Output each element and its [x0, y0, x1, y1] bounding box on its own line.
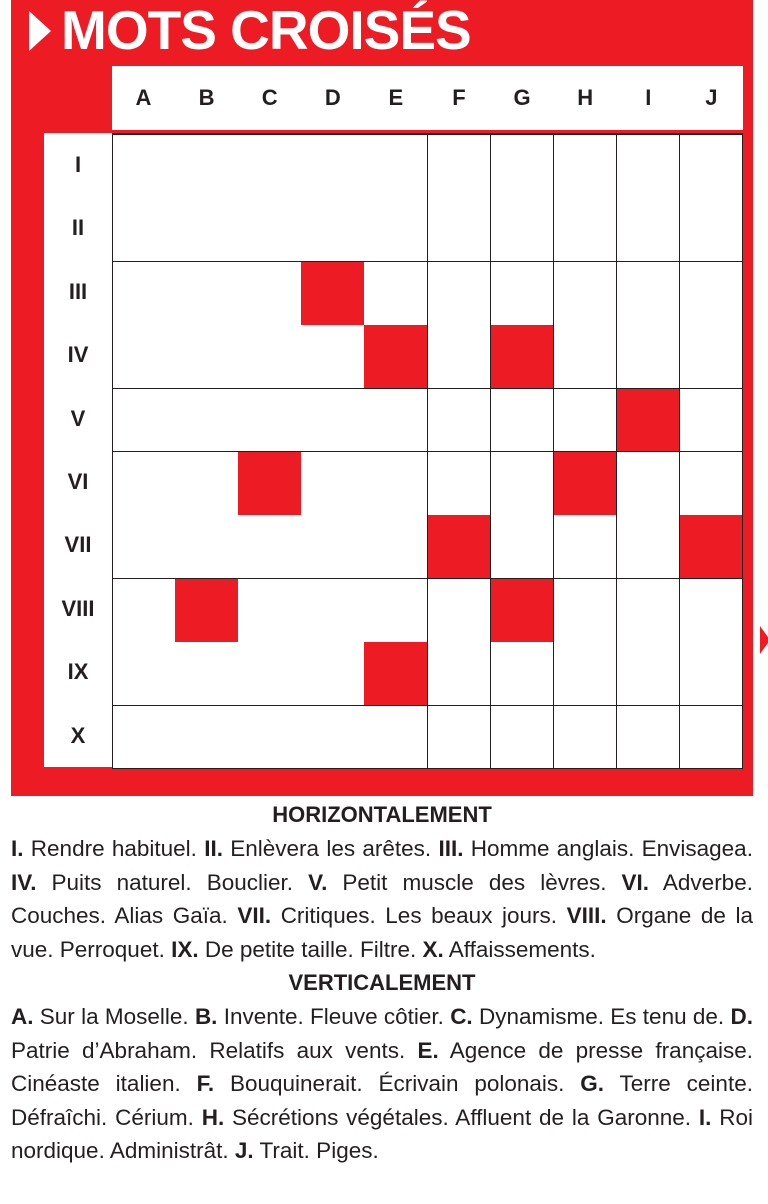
grid-cell[interactable] — [364, 515, 428, 579]
grid-cell[interactable] — [554, 389, 618, 453]
row-label: VIII — [61, 595, 95, 621]
grid-cell-black — [491, 325, 555, 389]
grid-cell[interactable] — [112, 262, 176, 326]
grid-cell[interactable] — [428, 198, 492, 262]
grid-cell[interactable] — [175, 262, 239, 326]
grid-cell-black — [364, 325, 428, 389]
grid-cell[interactable] — [554, 325, 618, 389]
grid-cell[interactable] — [617, 706, 681, 770]
clue-text: Enlèvera les arêtes. — [230, 836, 432, 861]
grid-cell[interactable] — [238, 642, 302, 706]
row-label: VI — [67, 469, 89, 494]
clue-number: VI. — [621, 869, 650, 895]
grid-cell[interactable] — [112, 198, 176, 262]
column-header — [112, 66, 743, 130]
grid-cell[interactable] — [301, 325, 365, 389]
grid-cell[interactable] — [680, 325, 744, 389]
column-label: E — [388, 85, 404, 110]
grid-cell[interactable] — [238, 135, 302, 199]
column-label: H — [577, 85, 594, 110]
grid-cell[interactable] — [175, 515, 239, 579]
grid-cell[interactable] — [112, 135, 176, 199]
grid-cell[interactable] — [491, 389, 555, 453]
grid-cell[interactable] — [364, 706, 428, 770]
grid-cell[interactable] — [428, 642, 492, 706]
grid-cell[interactable] — [680, 389, 744, 453]
grid-cell[interactable] — [175, 389, 239, 453]
clues-section — [11, 798, 753, 1168]
grid-cell[interactable] — [554, 198, 618, 262]
play-arrow-icon — [29, 11, 51, 51]
clue-number: J. — [234, 1138, 254, 1163]
grid-cell[interactable] — [175, 642, 239, 706]
clue-number: F. — [196, 1071, 215, 1096]
column-label: G — [513, 85, 531, 110]
grid-cell[interactable] — [680, 198, 744, 262]
grid-cell[interactable] — [112, 325, 176, 389]
clue-number: D. — [730, 1004, 753, 1029]
clue-number: X. — [422, 936, 444, 962]
grid-cell[interactable] — [238, 706, 302, 770]
grid-cell[interactable] — [554, 579, 618, 643]
grid-cell-black — [428, 515, 492, 579]
grid-cell[interactable] — [301, 706, 365, 770]
grid-cell[interactable] — [428, 389, 492, 453]
grid-cell[interactable] — [238, 262, 302, 326]
grid-cell[interactable] — [491, 198, 555, 262]
grid-cell[interactable] — [554, 135, 618, 199]
grid-cell[interactable] — [428, 579, 492, 643]
grid-cell[interactable] — [112, 579, 176, 643]
grid-cell[interactable] — [112, 706, 176, 770]
clue-number: B. — [194, 1004, 218, 1029]
clue-text: Puits naturel. Bouclier. — [51, 869, 294, 895]
grid-cell-black — [680, 515, 744, 579]
grid-cell[interactable] — [301, 135, 365, 199]
grid-cell[interactable] — [175, 198, 239, 262]
grid-cell[interactable] — [428, 262, 492, 326]
column-label: J — [705, 85, 718, 110]
clue-number: I. — [698, 1104, 712, 1130]
grid-cell-black — [301, 262, 365, 326]
page-title: MOTS CROISÉS — [61, 0, 471, 61]
row-label: IX — [67, 659, 89, 685]
clue-number: G. — [580, 1071, 605, 1096]
header-panel — [11, 0, 753, 796]
clue-number: C. — [450, 1004, 473, 1029]
grid-cell[interactable] — [112, 389, 176, 453]
column-label: A — [135, 85, 152, 110]
column-label: D — [324, 85, 341, 110]
grid-cell[interactable] — [175, 135, 239, 199]
clue-number: III. — [438, 836, 464, 861]
right-arrow-icon — [760, 626, 768, 654]
grid-cell[interactable] — [428, 325, 492, 389]
row-label: III — [68, 278, 88, 304]
clue-text: Agence de presse française. Cinéaste italien. — [11, 1037, 753, 1096]
clue-number: I. — [11, 836, 24, 861]
clue-number: VIII. — [566, 903, 607, 928]
grid-cell[interactable] — [617, 515, 681, 579]
clue-number: IX. — [171, 936, 199, 962]
grid-cell[interactable] — [491, 642, 555, 706]
grid-cell-black — [491, 579, 555, 643]
grid-cell[interactable] — [617, 262, 681, 326]
grid-cell[interactable] — [617, 325, 681, 389]
column-label: B — [198, 85, 215, 110]
grid-cell[interactable] — [364, 579, 428, 643]
grid-cell[interactable] — [428, 135, 492, 199]
column-label: F — [452, 85, 466, 110]
grid-cell[interactable] — [491, 262, 555, 326]
vertical-clues — [11, 1000, 753, 1168]
row-header — [44, 133, 112, 767]
clue-text: Affaissements. — [448, 936, 596, 962]
horizontal-heading: HORIZONTALEMENT — [272, 802, 492, 827]
grid-cell-black — [617, 389, 681, 453]
grid-cell[interactable] — [680, 135, 744, 199]
grid-cell[interactable] — [617, 452, 681, 516]
clue-text: Adverbe. Couches. Alias Gaïa. — [11, 869, 753, 928]
row-label: X — [70, 722, 86, 748]
grid-cell[interactable] — [238, 515, 302, 579]
clue-number: II. — [204, 836, 223, 861]
clue-text: Homme anglais. Envisagea. — [470, 836, 753, 861]
column-label: I — [645, 85, 652, 110]
clue-text: Petit muscle des lèvres. — [342, 869, 607, 895]
grid-cell[interactable] — [491, 515, 555, 579]
grid-cell-black — [364, 642, 428, 706]
grid-cell[interactable] — [554, 642, 618, 706]
grid-cell[interactable] — [364, 135, 428, 199]
clue-text: Sécrétions végétales. Affluent de la Garonne. — [232, 1104, 692, 1130]
grid-cell[interactable] — [554, 706, 618, 770]
grid-cell[interactable] — [680, 579, 744, 643]
grid-cell[interactable] — [112, 515, 176, 579]
clue-text: De petite taille. Filtre. — [204, 936, 417, 962]
grid-cell[interactable] — [617, 642, 681, 706]
clue-text: Trait. Piges. — [259, 1138, 379, 1163]
grid-cell[interactable] — [364, 452, 428, 516]
clue-number: VII. — [237, 903, 272, 928]
grid-cell[interactable] — [617, 135, 681, 199]
clue-number: H. — [201, 1104, 225, 1130]
clue-text: Terre ceinte. Défraîchi. Cérium. — [11, 1071, 753, 1130]
grid-cell[interactable] — [680, 642, 744, 706]
grid-cell[interactable] — [364, 389, 428, 453]
grid-cell[interactable] — [238, 579, 302, 643]
grid-cell[interactable] — [617, 198, 681, 262]
grid-cell-black — [554, 452, 618, 516]
horizontal-clues — [11, 832, 753, 966]
clue-number: A. — [11, 1004, 34, 1029]
grid-cell[interactable] — [364, 198, 428, 262]
grid-cell[interactable] — [491, 706, 555, 770]
grid-cell[interactable] — [554, 515, 618, 579]
row-label: II — [71, 215, 85, 241]
grid-cell[interactable] — [428, 452, 492, 516]
grid-cell[interactable] — [428, 706, 492, 770]
grid-cell[interactable] — [301, 579, 365, 643]
grid-cell[interactable] — [175, 706, 239, 770]
grid-cell-black — [175, 579, 239, 643]
clue-number: IV. — [11, 869, 37, 895]
clue-text: Sur la Moselle. — [39, 1004, 189, 1029]
row-label: I — [74, 152, 82, 177]
grid-cell[interactable] — [680, 262, 744, 326]
grid-cell[interactable] — [364, 262, 428, 326]
row-label: V — [70, 405, 86, 431]
grid-cell[interactable] — [175, 452, 239, 516]
clue-text: Patrie d’Abraham. Relatifs aux vents. — [11, 1037, 406, 1063]
row-label: VII — [64, 532, 92, 558]
grid-cell[interactable] — [238, 325, 302, 389]
column-label: C — [261, 85, 278, 110]
grid-cell[interactable] — [175, 325, 239, 389]
clue-text: Critiques. Les beaux jours. — [280, 903, 558, 928]
grid-cell[interactable] — [301, 642, 365, 706]
clue-text: Dynamisme. Es tenu de. — [478, 1004, 725, 1029]
grid-cell[interactable] — [301, 452, 365, 516]
grid-cell[interactable] — [112, 642, 176, 706]
grid-cell[interactable] — [301, 515, 365, 579]
vertical-heading: VERTICALEMENT — [288, 970, 476, 995]
grid-cell[interactable] — [554, 262, 618, 326]
grid-cell[interactable] — [491, 135, 555, 199]
crossword-grid — [112, 133, 743, 767]
clue-text: Bouquinerait. Écrivain polonais. — [229, 1071, 565, 1096]
clue-text: Organe de la vue. Perroquet. — [11, 903, 753, 962]
clue-text: Roi nordique. Administrât. — [11, 1104, 753, 1163]
grid-cell[interactable] — [238, 389, 302, 453]
clue-text: Invente. Fleuve côtier. — [223, 1004, 444, 1029]
grid-cell[interactable] — [680, 706, 744, 770]
grid-cell[interactable] — [617, 579, 681, 643]
grid-cell[interactable] — [112, 452, 176, 516]
row-label: IV — [67, 342, 89, 368]
clue-number: V. — [308, 869, 328, 895]
clue-text: Rendre habituel. — [30, 836, 197, 861]
grid-cell[interactable] — [238, 198, 302, 262]
grid-cell-black — [238, 452, 302, 516]
grid-cell[interactable] — [301, 389, 365, 453]
clue-number: E. — [417, 1037, 439, 1063]
grid-cell[interactable] — [680, 452, 744, 516]
grid-cell[interactable] — [491, 452, 555, 516]
grid-cell[interactable] — [301, 198, 365, 262]
